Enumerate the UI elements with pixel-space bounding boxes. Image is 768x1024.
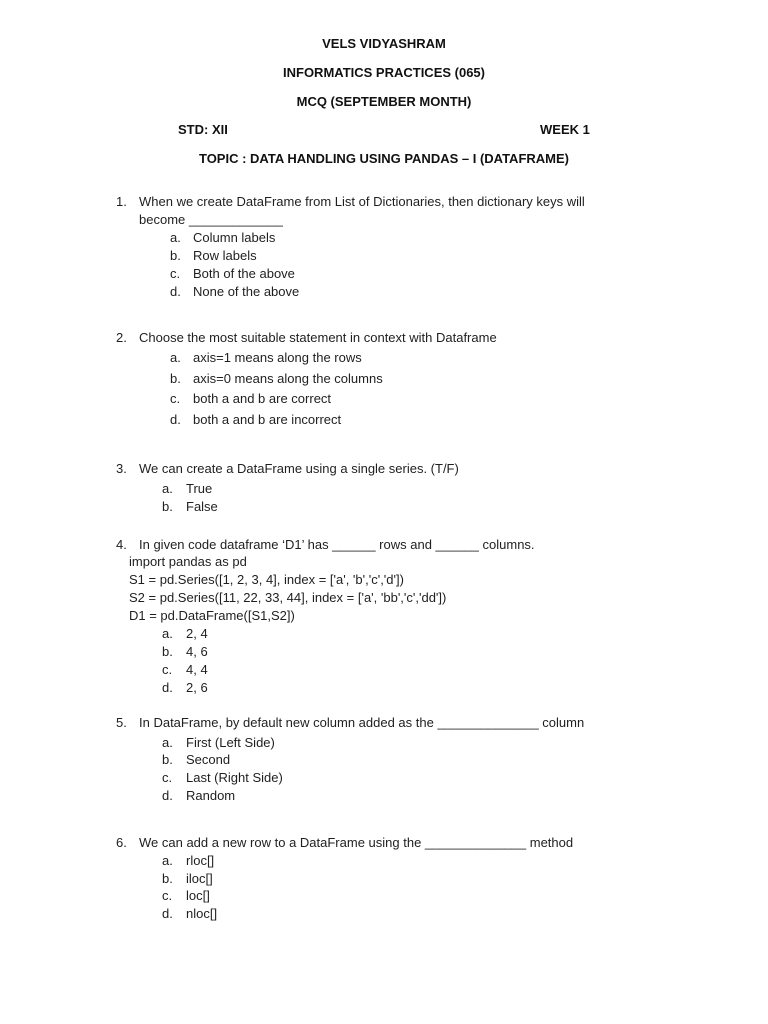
- option-letter: a.: [170, 230, 181, 245]
- question-text: Choose the most suitable statement in context with Dataframe: [139, 330, 497, 345]
- question-text-continued: become _____________: [139, 212, 283, 227]
- option-text: both a and b are incorrect: [193, 412, 342, 427]
- option-text: Both of the above: [193, 266, 295, 281]
- option-letter: a.: [162, 853, 173, 868]
- std-label: STD: XII: [178, 122, 228, 137]
- option-text: loc[]: [186, 888, 210, 903]
- option-letter: d.: [170, 412, 181, 427]
- code-line: S1 = pd.Series([1, 2, 3, 4], index = ['a', 'b','c','d']): [129, 572, 404, 587]
- option-text: iloc[]: [186, 871, 213, 886]
- option-letter: c.: [162, 770, 173, 785]
- option-letter: b.: [162, 752, 173, 767]
- option-text: nloc[]: [186, 906, 218, 921]
- code-line: D1 = pd.DataFrame([S1,S2]): [129, 608, 295, 623]
- option-text: 2, 4: [186, 626, 208, 641]
- option-letter: b.: [162, 499, 173, 514]
- option-letter: b.: [162, 871, 173, 886]
- code-line: S2 = pd.Series([11, 22, 33, 44], index = ['a', 'bb','c','dd']): [129, 590, 447, 605]
- option-text: axis=0 means along the columns: [193, 371, 383, 386]
- subject-title: INFORMATICS PRACTICES (065): [283, 65, 485, 80]
- option-text: Random: [186, 788, 236, 803]
- option-letter: c.: [162, 888, 173, 903]
- option-text: axis=1 means along the rows: [193, 350, 362, 365]
- question-text: We can add a new row to a DataFrame using the ______________ method: [139, 835, 574, 850]
- option-letter: a.: [170, 350, 181, 365]
- question-text: In DataFrame, by default new column added as the ______________ column: [139, 715, 585, 730]
- option-letter: b.: [170, 248, 181, 263]
- question-text: In given code dataframe ‘D1’ has ______ rows and ______ columns.: [139, 537, 535, 552]
- question-number: 4.: [116, 537, 127, 552]
- option-letter: b.: [170, 371, 181, 386]
- option-letter: c.: [170, 391, 181, 406]
- option-text: both a and b are correct: [193, 391, 332, 406]
- option-text: Second: [186, 752, 231, 767]
- option-letter: c.: [162, 662, 173, 677]
- option-letter: a.: [162, 481, 173, 496]
- option-letter: a.: [162, 626, 173, 641]
- code-line: import pandas as pd: [129, 554, 247, 569]
- option-text: False: [186, 499, 218, 514]
- question-text: When we create DataFrame from List of Dictionaries, then dictionary keys will: [139, 194, 585, 209]
- option-letter: d.: [170, 284, 181, 299]
- option-text: True: [186, 481, 213, 496]
- school-name: VELS VIDYASHRAM: [322, 36, 446, 51]
- option-text: Row labels: [193, 248, 257, 263]
- option-letter: d.: [162, 788, 173, 803]
- option-letter: c.: [170, 266, 181, 281]
- question-number: 2.: [116, 330, 127, 345]
- option-text: 2, 6: [186, 680, 208, 695]
- option-text: Last (Right Side): [186, 770, 283, 785]
- option-text: 4, 4: [186, 662, 208, 677]
- option-text: Column labels: [193, 230, 276, 245]
- question-text: We can create a DataFrame using a single series. (T/F): [139, 461, 459, 476]
- question-number: 3.: [116, 461, 127, 476]
- option-letter: b.: [162, 644, 173, 659]
- option-text: 4, 6: [186, 644, 208, 659]
- question-number: 1.: [116, 194, 127, 209]
- question-number: 6.: [116, 835, 127, 850]
- option-text: None of the above: [193, 284, 300, 299]
- question-number: 5.: [116, 715, 127, 730]
- option-letter: d.: [162, 680, 173, 695]
- option-letter: a.: [162, 735, 173, 750]
- option-text: rloc[]: [186, 853, 215, 868]
- mcq-title: MCQ (SEPTEMBER MONTH): [296, 94, 472, 109]
- topic-title: TOPIC : DATA HANDLING USING PANDAS – I (DATAFRAME): [198, 151, 569, 166]
- option-letter: d.: [162, 906, 173, 921]
- week-label: WEEK 1: [540, 122, 590, 137]
- option-text: First (Left Side): [186, 735, 275, 750]
